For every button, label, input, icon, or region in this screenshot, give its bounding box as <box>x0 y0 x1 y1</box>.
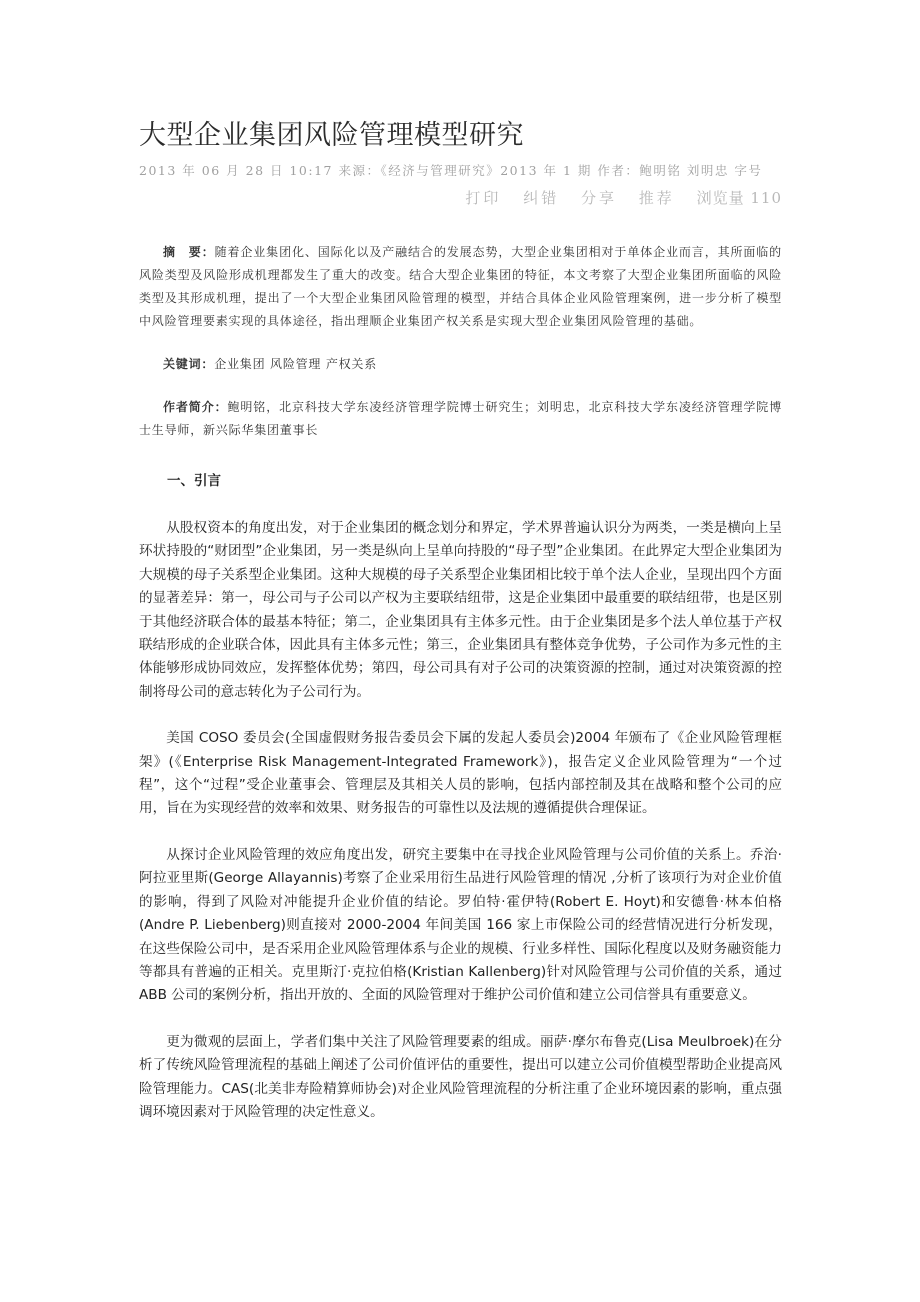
article-meta: 2013 年 06 月 28 日 10:17 来源：《经济与管理研究》2013 年 1 期 作者：鲍明铭 刘明忠 字号 <box>139 163 763 178</box>
correct-link[interactable]: 纠错 <box>523 189 560 207</box>
view-count: 浏览量 110 <box>696 189 782 207</box>
print-link[interactable]: 打印 <box>465 189 502 207</box>
keywords-text: 企业集团 风险管理 产权关系 <box>214 357 378 371</box>
body-paragraph: 更为微观的层面上，学者们集中关注了风险管理要素的组成。丽萨·摩尔布鲁克(Lisa Meulbroek)在分析了传统风险管理流程的基础上阐述了公司价值评估的重要性，提出可以建立公司价值模型帮助企业提高风险管理能力。CAS(北美非寿险精算师协会)对企业风险管理流程的分析注重了企业环境因素的影响，重点强调环境因素对于风险管理的决定性意义。 <box>139 1033 782 1120</box>
recommend-link[interactable]: 推荐 <box>638 189 675 207</box>
article-toolbar <box>139 186 782 210</box>
abstract-label: 摘 要： <box>163 245 215 259</box>
keywords-label: 关键词： <box>163 357 215 371</box>
body-paragraph: 从股权资本的角度出发，对于企业集团的概念划分和界定，学术界普遍认识分为两类，一类是横向上呈环状持股的“财团型”企业集团，另一类是纵向上呈单向持股的“母子型”企业集团。在此界定大型企业集团为大规模的母子关系型企业集团。这种大规模的母子关系型企业集团相比较于单个法人企业，呈现出四个方面的显著差异：第一，母公司与子公司以产权为主要联结纽带，这是企业集团中最重要的联结纽带，也是区别于其他经济联合体的最基本特征；第二，企业集团具有主体多元性。由于企业集团是多个法人单位基于产权联结形成的企业联合体，因此具有主体多元性；第三，企业集团具有整体竞争优势，子公司作为多元性的主体能够形成协同效应，发挥整体优势；第四，母公司具有对子公司的决策资源的控制，通过对决策资源的控制将母公司的意志转化为子公司行为。 <box>139 520 782 700</box>
share-link[interactable]: 分享 <box>581 189 618 207</box>
body-paragraph: 从探讨企业风险管理的效应角度出发，研究主要集中在寻找企业风险管理与公司价值的关系上。乔治·阿拉亚里斯(George Allayannis)考察了企业采用衍生品进行风险管理的情况 ,分析了该项行为对企业价值的影响，得到了风险对冲能提升企业价值的结论。罗伯特·霍伊特(Robert E. Hoyt)和安德鲁·林本伯格(Andre P. Liebenberg)则直接对 2000-2004 年间美国 166 家上市保险公司的经营情况进行分析发现，在这些保险公司中，是否采用企业风险管理体系与企业的规模、行业多样性、国际化程度以及财务融资能力等都具有普遍的正相关。克里斯汀·克拉伯格(Kristian Kallenberg)针对风险管理与公司价值的关系，通过 ABB 公司的案例分析，指出开放的、全面的风险管理对于维护公司价值和建立公司信誉具有重要意义。 <box>139 846 782 1004</box>
body-paragraph: 美国 COSO 委员会(全国虚假财务报告委员会下属的发起人委员会)2004 年颁布了《企业风险管理框架》(《Enterprise Risk Management-Integrated Framework》)，报告定义企业风险管理为“一个过程”，这个“过程”受企业董事会、管理层及其相关人员的影响，包括内部控制及其在战略和整个公司的应用，旨在为实现经营的效率和效果、财务报告的可靠性以及法规的遵循提供合理保证。 <box>139 730 782 817</box>
section-heading: 一、引言 <box>167 473 221 489</box>
keywords <box>139 353 782 376</box>
article-title: 大型企业集团风险管理模型研究 <box>139 120 524 151</box>
abstract <box>139 241 782 333</box>
author-bio-label: 作者简介： <box>163 400 228 414</box>
author-bio-text: 鲍明铭，北京科技大学东凌经济管理学院博士研究生；刘明忠，北京科技大学东凌经济管理学院博士生导师，新兴际华集团董事长 <box>139 400 782 437</box>
author-bio <box>139 396 782 442</box>
abstract-text: 随着企业集团化、国际化以及产融结合的发展态势，大型企业集团相对于单体企业而言，其所面临的风险类型及风险形成机理都发生了重大的改变。结合大型企业集团的特征，本文考察了大型企业集团所面临的风险类型及其形成机理，提出了一个大型企业集团风险管理的模型，并结合具体企业风险管理案例，进一步分析了模型中风险管理要素实现的具体途径，指出理顺企业集团产权关系是实现大型企业集团风险管理的基础。 <box>139 245 782 328</box>
